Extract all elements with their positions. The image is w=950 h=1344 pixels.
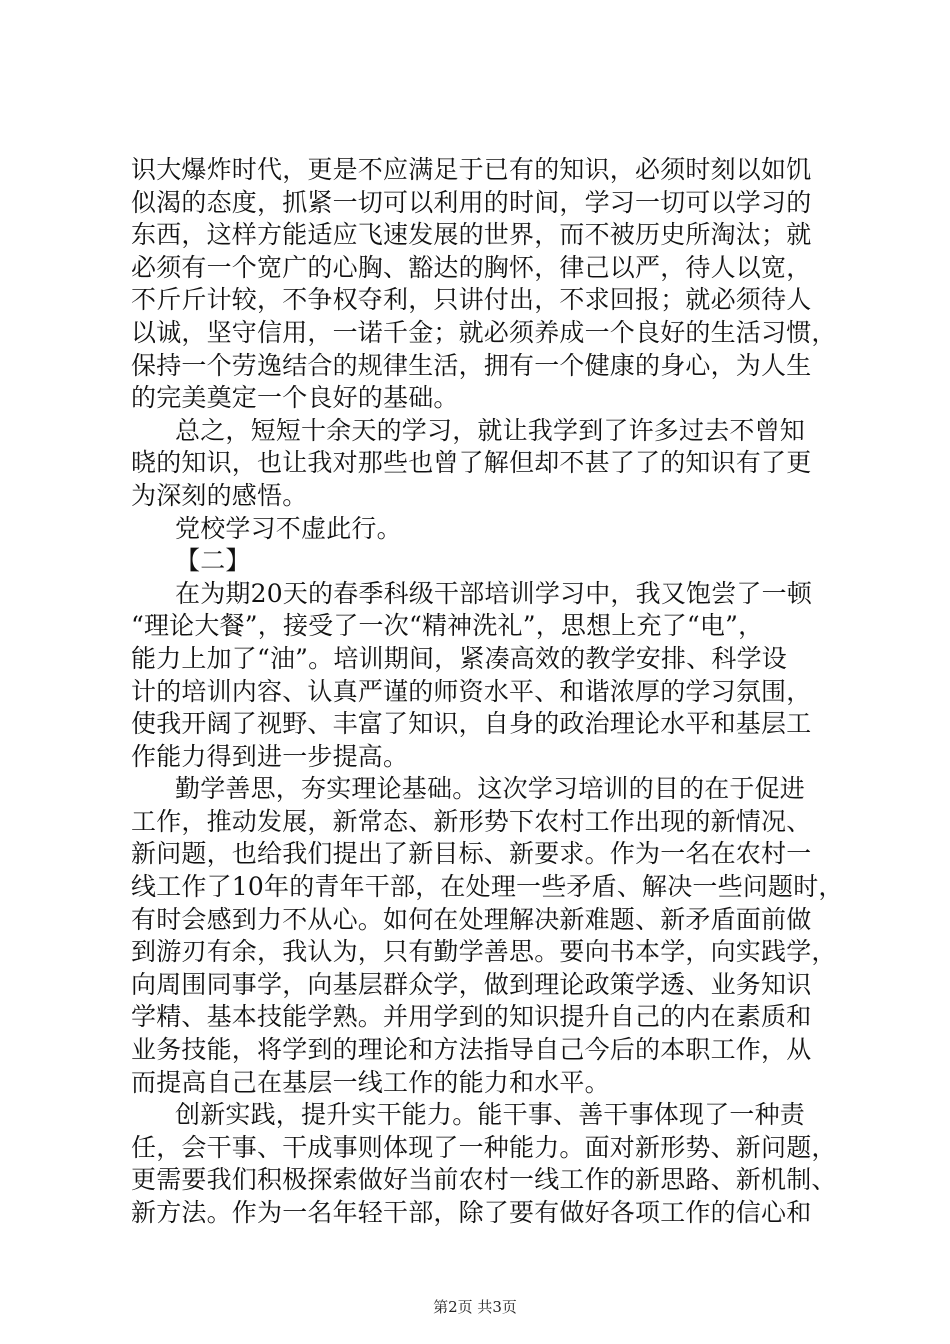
text-line: 勤学善思，夯实理论基础。这次学习培训的目的在于促进 bbox=[175, 774, 806, 804]
text-line: 似渴的态度，抓紧一切可以利用的时间，学习一切可以学习的 bbox=[131, 187, 812, 217]
text-line: 党校学习不虚此行。 bbox=[175, 513, 402, 543]
text-line: 识大爆炸时代，更是不应满足于已有的知识，必须时刻以如饥 bbox=[131, 155, 812, 184]
text-line: 新问题，也给我们提出了新目标、新要求。作为一名在农村一 bbox=[131, 839, 812, 869]
text-line: 任，会干事、干成事则体现了一种能力。面对新形势、新问题， bbox=[131, 1132, 837, 1162]
paragraph bbox=[131, 1099, 837, 1229]
text-line: 的完美奠定一个良好的基础。 bbox=[131, 383, 459, 413]
paragraph bbox=[131, 578, 831, 774]
page-number-footer: 第2页 共3页 bbox=[433, 1298, 517, 1316]
text-line: 东西，这样方能适应飞速发展的世界，而不被历史所淘汰；就 bbox=[131, 220, 812, 250]
text-line: 【二】 bbox=[175, 546, 251, 576]
paragraph bbox=[131, 545, 831, 578]
document-body bbox=[131, 154, 844, 1230]
text-line: 向周围同事学，向基层群众学，做到理论政策学透、业务知识 bbox=[131, 969, 812, 999]
text-line: 为深刻的感悟。 bbox=[131, 480, 308, 510]
text-line: 总之，短短十余天的学习，就让我学到了许多过去不曾知 bbox=[175, 415, 806, 445]
paragraph bbox=[131, 773, 844, 1099]
paragraph bbox=[131, 154, 837, 415]
text-line: 晓的知识，也让我对那些也曾了解但却不甚了了的知识有了更 bbox=[131, 448, 812, 478]
text-line: 不斤斤计较，不争权夺利，只讲付出，不求回报；就必须待人 bbox=[131, 285, 812, 315]
text-line: “理论大餐”，接受了一次“精神洗礼”，思想上充了“电”， bbox=[131, 611, 764, 641]
text-line: 在为期20天的春季科级干部培训学习中，我又饱尝了一顿 bbox=[175, 578, 813, 608]
text-line: 更需要我们积极探索做好当前农村一线工作的新思路、新机制、 bbox=[131, 1165, 837, 1195]
text-line: 计的培训内容、认真严谨的师资水平、和谐浓厚的学习氛围， bbox=[131, 676, 812, 706]
text-line: 以诚，坚守信用，一诺千金；就必须养成一个良好的生活习惯， bbox=[131, 317, 837, 347]
paragraph bbox=[131, 513, 831, 546]
text-line: 使我开阔了视野、丰富了知识，自身的政治理论水平和基层工 bbox=[131, 709, 812, 739]
text-line: 而提高自己在基层一线工作的能力和水平。 bbox=[131, 1067, 610, 1097]
text-line: 新方法。作为一名年轻干部，除了要有做好各项工作的信心和 bbox=[131, 1198, 812, 1227]
text-line: 创新实践，提升实干能力。能干事、善干事体现了一种责 bbox=[175, 1100, 806, 1130]
text-line: 必须有一个宽广的心胸、豁达的胸怀，律己以严，待人以宽， bbox=[131, 252, 812, 282]
text-line: 学精、基本技能学熟。并用学到的知识提升自己的内在素质和 bbox=[131, 1002, 812, 1032]
text-line: 有时会感到力不从心。如何在处理解决新难题、新矛盾面前做 bbox=[131, 904, 812, 934]
text-line: 作能力得到进一步提高。 bbox=[131, 741, 409, 771]
text-line: 能力上加了“油”。培训期间，紧凑高效的教学安排、科学设 bbox=[131, 643, 787, 673]
text-line: 线工作了10年的青年干部，在处理一些矛盾、解决一些问题时， bbox=[131, 872, 844, 902]
text-line: 到游刃有余，我认为，只有勤学善思。要向书本学，向实践学， bbox=[131, 937, 837, 967]
text-line: 业务技能，将学到的理论和方法指导自己今后的本职工作，从 bbox=[131, 1035, 812, 1065]
text-line: 保持一个劳逸结合的规律生活，拥有一个健康的身心，为人生 bbox=[131, 350, 812, 380]
text-line: 工作，推动发展，新常态、新形势下农村工作出现的新情况、 bbox=[131, 806, 812, 836]
paragraph bbox=[131, 415, 831, 513]
